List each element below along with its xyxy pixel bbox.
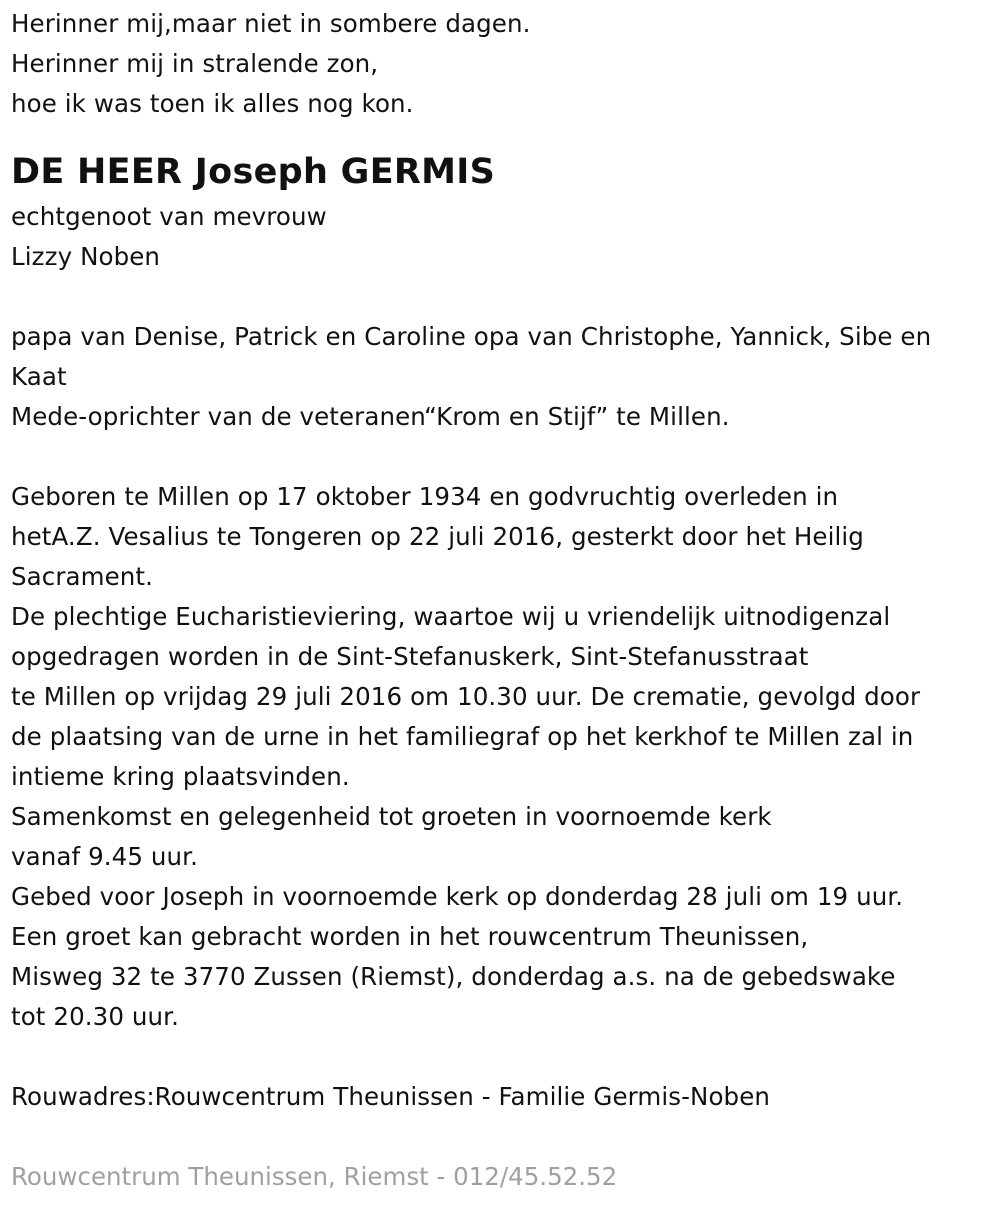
spouse-block: [11, 197, 996, 277]
announcement-line: Gebed voor Joseph in voornoemde kerk op donderdag 28 juli om 19 uur.: [11, 882, 904, 911]
announcement-line: hetA.Z. Vesalius te Tongeren op 22 juli 2016, gesterkt door het Heilig: [11, 522, 864, 551]
announcement-line: tot 20.30 uur.: [11, 1002, 179, 1031]
announcement-line: Misweg 32 te 3770 Zussen (Riemst), donderdag a.s. na de gebedswake: [11, 962, 896, 991]
family-line: Kaat: [11, 362, 67, 391]
spacer: [11, 124, 996, 147]
family-line: Mede-oprichter van de veteranen“Krom en Stijf” te Millen.: [11, 402, 730, 431]
announcement-line: te Millen op vrijdag 29 juli 2016 om 10.30 uur. De crematie, gevolgd door: [11, 682, 921, 711]
poem-line: Herinner mij in stralende zon,: [11, 49, 379, 78]
poem-block: [11, 4, 996, 124]
spouse-line: echtgenoot van mevrouw: [11, 202, 327, 231]
obituary-notice: [11, 4, 996, 1197]
announcement-line: De plechtige Eucharistieviering, waartoe wij u vriendelijk uitnodigenzal: [11, 602, 891, 631]
funeral-home-footer: Rouwcentrum Theunissen, Riemst - 012/45.52.52: [11, 1162, 618, 1191]
poem-line: hoe ik was toen ik alles nog kon.: [11, 89, 414, 118]
announcement-line: intieme kring plaatsvinden.: [11, 762, 350, 791]
announcement-line: Sacrament.: [11, 562, 153, 591]
spacer: [11, 1117, 996, 1157]
poem-line: Herinner mij,maar niet in sombere dagen.: [11, 9, 531, 38]
announcement-line: Een groet kan gebracht worden in het rouwcentrum Theunissen,: [11, 922, 809, 951]
family-block: [11, 317, 996, 437]
announcement-line: vanaf 9.45 uur.: [11, 842, 198, 871]
family-line: papa van Denise, Patrick en Caroline opa van Christophe, Yannick, Sibe en: [11, 322, 932, 351]
announcement-line: Geboren te Millen op 17 oktober 1934 en godvruchtig overleden in: [11, 482, 839, 511]
announcement-line: Samenkomst en gelegenheid tot groeten in voornoemde kerk: [11, 802, 772, 831]
spacer: [11, 1037, 996, 1077]
mourning-address: Rouwadres:Rouwcentrum Theunissen - Familie Germis-Noben: [11, 1082, 771, 1111]
announcement-line: de plaatsing van de urne in het familiegraf op het kerkhof te Millen zal in: [11, 722, 914, 751]
deceased-name: DE HEER Joseph GERMIS: [11, 152, 496, 192]
announcement-block: [11, 477, 996, 1037]
spacer: [11, 437, 996, 477]
spouse-name: Lizzy Noben: [11, 242, 161, 271]
announcement-line: opgedragen worden in de Sint-Stefanuskerk, Sint-Stefanusstraat: [11, 642, 809, 671]
spacer: [11, 277, 996, 317]
